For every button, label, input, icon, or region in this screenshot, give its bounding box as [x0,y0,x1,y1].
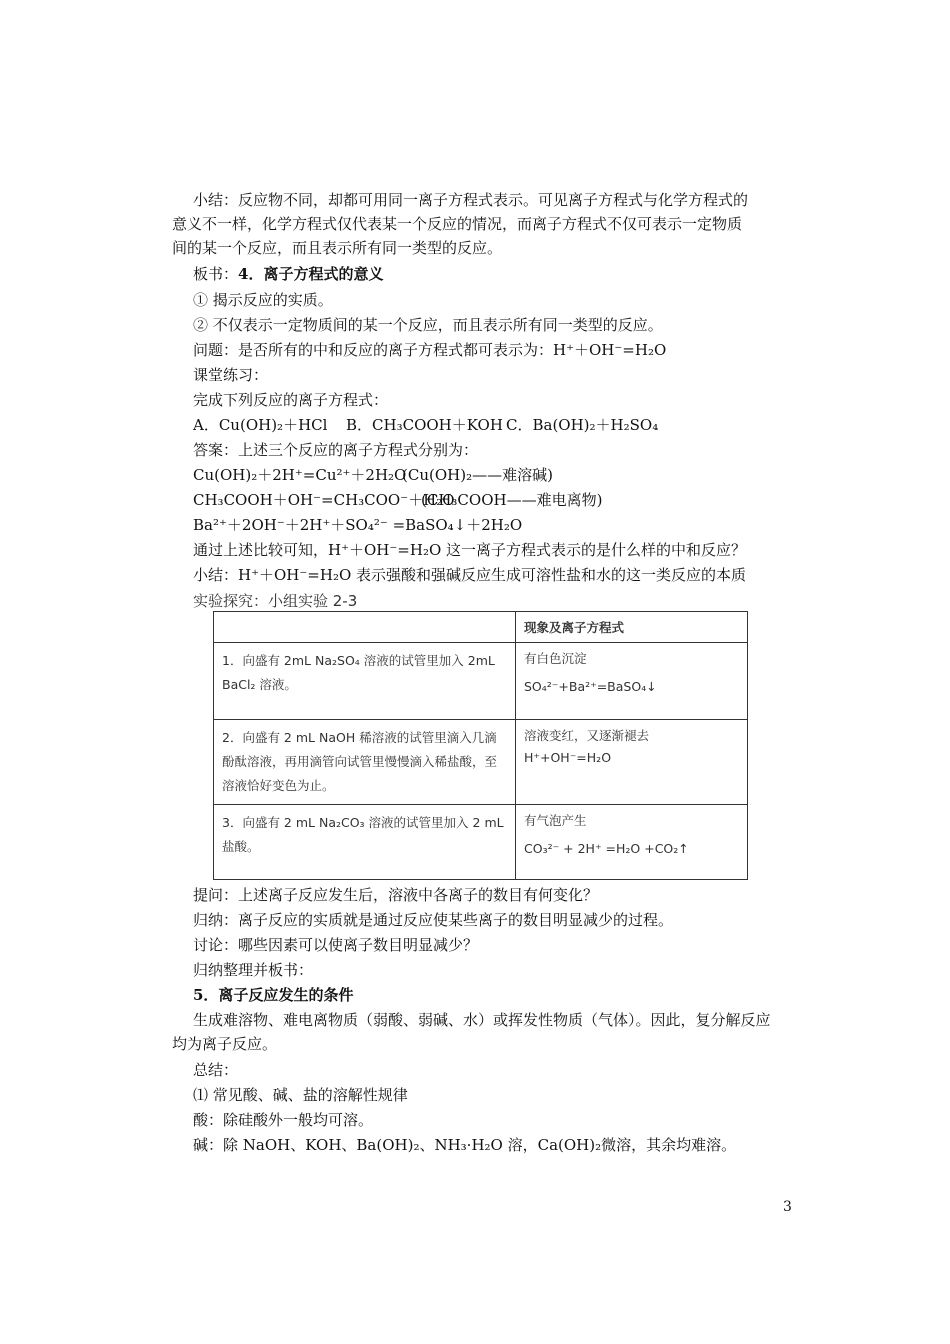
comparison-question: 通过上述比较可知，H⁺＋OH⁻=H₂O 这一离子方程式表示的是什么样的中和反应？ [193,541,747,559]
conditions-text: 生成难溶物、难电离物质（弱酸、弱碱、水）或挥发性物质（气体）。因此，复分解反应均为离子反应。 [172,1011,771,1053]
procedure-cell: 1．向盛有 2mL Na₂SO₄ 溶液的试管里加入 2mL BaCl₂ 溶液。 [214,643,516,720]
procedure-cell: 3．向盛有 2 mL Na₂CO₃ 溶液的试管里加入 2 mL 盐酸。 [214,805,516,880]
summary-line-2: 意义不一样，化学方程式仅代表某一个反应的情况，而离子方程式不仅可表示一定物质 [172,215,743,233]
ask-text: 提问：上述离子反应发生后，溶液中各离子的数目有何变化？ [193,886,599,904]
exercise-prompt: 完成下列反应的离子方程式： [193,391,389,409]
table-header-left [214,612,516,643]
table-header-right: 现象及离子方程式 [516,612,748,643]
point-2: ② 不仅表示一定物质间的某一个反应，而且表示所有同一类型的反应。 [193,316,663,334]
organize-text: 归纳整理并板书： [193,961,314,979]
solubility-title: ⑴ 常见酸、碱、盐的溶解性规律 [193,1086,408,1104]
blackboard-title: 4．离子方程式的意义 [238,265,384,283]
ionic-equation: CO₃²⁻ + 2H⁺ =H₂O +CO₂↑ [524,841,689,856]
phenomenon-text: 溶液变红，又逐渐褪去 [524,728,650,743]
blackboard-prefix: 板书： [193,265,239,283]
exercise-option-c: C．Ba(OH)₂＋H₂SO₄ [506,416,659,434]
answer-1-equation: Cu(OH)₂＋2H⁺=Cu²⁺＋2H₂O [193,466,407,484]
exercise-option-b: B．CH₃COOH＋KOH [346,416,503,434]
table-row [214,805,748,880]
answer-3-equation: Ba²⁺＋2OH⁻＋2H⁺＋SO₄²⁻ =BaSO₄↓＋2H₂O [193,516,523,534]
section-5-title: 5．离子反应发生的条件 [193,986,354,1004]
summary-line-3: 间的某一个反应，而且表示所有同一类型的反应。 [172,239,503,257]
blackboard-heading [193,264,383,284]
answer-intro: 答案：上述三个反应的离子方程式分别为： [193,441,479,459]
lab-title: 实验探究：小组实验 2-3 [193,592,358,610]
induce-text: 归纳：离子反应的实质就是通过反应使某些离子的数目明显减少的过程。 [193,911,674,929]
result-cell [516,643,748,720]
answer-1-note: (Cu(OH)₂——难溶碱) [402,466,553,484]
point-1: ① 揭示反应的实质。 [193,291,333,309]
table-row [214,720,748,805]
table-row [214,643,748,720]
experiment-table [213,611,748,880]
phenomenon-text: 有白色沉淀 [524,651,587,666]
answer-2-note: (CH₃COOH——难电离物) [421,491,603,509]
exercise-label: 课堂练习： [193,366,269,384]
ionic-equation: H⁺+OH⁻=H₂O [524,750,612,765]
summary-2: 小结：H⁺＋OH⁻=H₂O 表示强酸和强碱反应生成可溶性盐和水的这一类反应的本质 [193,566,747,584]
answer-2-equation: CH₃COOH＋OH⁻=CH₃COO⁻＋H₂O [193,491,455,509]
result-cell [516,720,748,805]
base-rule: 碱：除 NaOH、KOH、Ba(OH)₂、NH₃·H₂O 溶，Ca(OH)₂微溶，其余均难溶。 [193,1136,737,1154]
phenomenon-text: 有气泡产生 [524,813,587,828]
summary-line-1: 小结：反应物不同，却都可用同一离子方程式表示。可见离子方程式与化学方程式的 [193,191,749,209]
result-cell [516,805,748,880]
exercise-option-a: A．Cu(OH)₂＋HCl [193,416,328,434]
table-header-row [214,612,748,643]
procedure-cell: 2．向盛有 2 mL NaOH 稀溶液的试管里滴入几滴酚酞溶液，再用滴管向试管里慢慢滴入稀盐酸，至溶液恰好变色为止。 [214,720,516,805]
page-number: 3 [783,1199,792,1215]
total-label: 总结： [193,1061,239,1079]
acid-rule: 酸：除硅酸外一般均可溶。 [193,1111,374,1129]
ionic-equation: SO₄²⁻+Ba²⁺=BaSO₄↓ [524,679,657,694]
discuss-text: 讨论：哪些因素可以使离子数目明显减少？ [193,936,479,954]
question-text: 问题：是否所有的中和反应的离子方程式都可表示为：H⁺＋OH⁻=H₂O [193,341,667,359]
